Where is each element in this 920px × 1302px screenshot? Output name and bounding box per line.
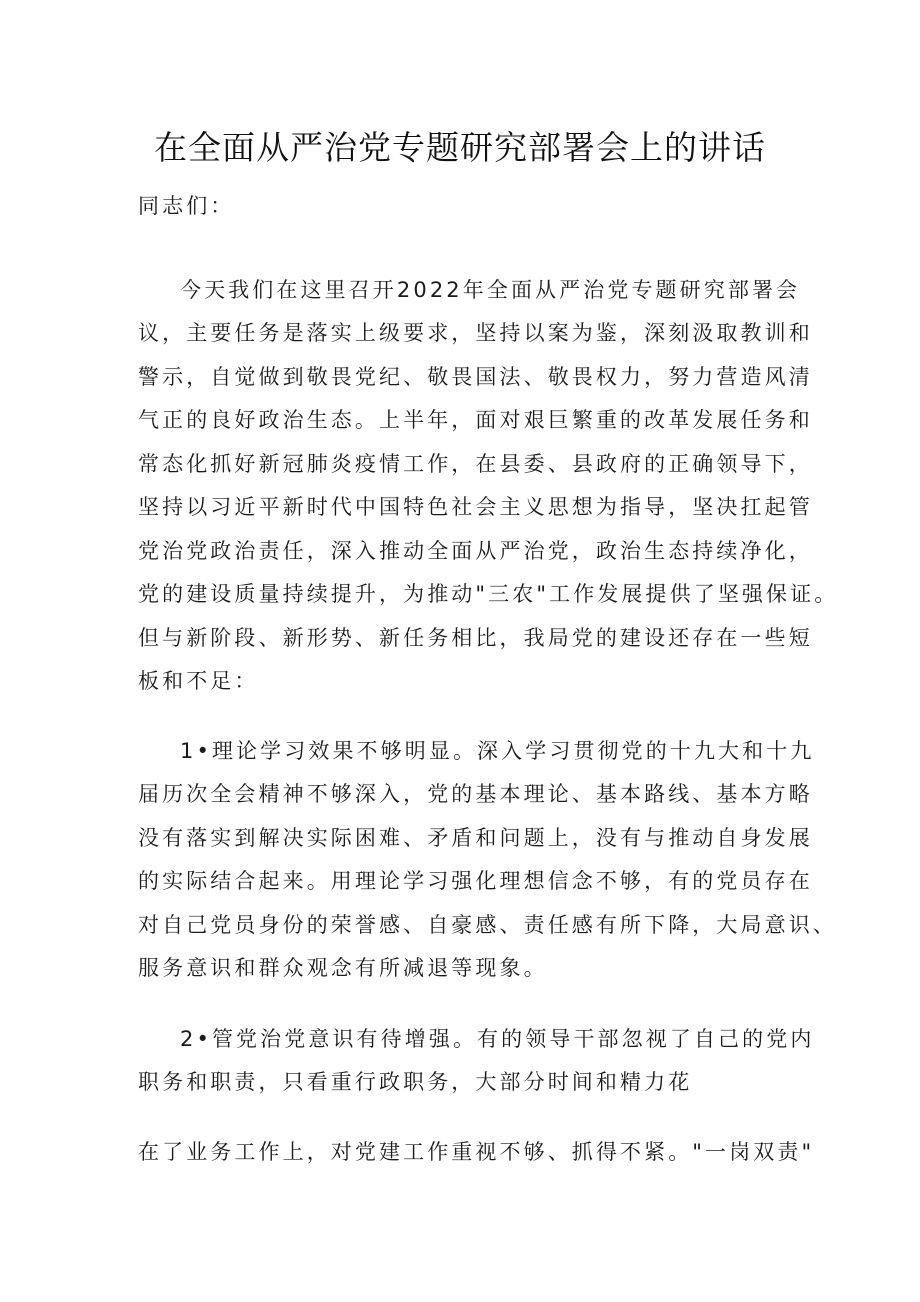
paragraph-1-line: 常态化抓好新冠肺炎疫情工作，在县委、县政府的正确领导下， [138,452,813,476]
paragraph-4-line: 在了业务工作上，对党建工作重视不够、抓得不紧。"一岗双责" [138,1140,815,1164]
paragraph-3-line: 2•管党治党意识有待增强。有的领导干部忽视了自己的党内 [180,1027,815,1051]
document-title: 在全面从严治党专题研究部署会上的讲话 [154,128,766,167]
paragraph-2-line: 届历次全会精神不够深入，党的基本理论、基本路线、基本方略 [138,782,813,806]
paragraph-2-line: 对自己党员身份的荣誉感、自豪感、责任感有所下降，大局意识、 [138,913,837,937]
paragraph-1-line: 气正的良好政治生态。上半年，面对艰巨繁重的改革发展任务和 [138,408,813,432]
paragraph-1-line: 警示，自觉做到敬畏党纪、敬畏国法、敬畏权力，努力营造风清 [138,365,813,389]
paragraph-2-line: 1•理论学习效果不够明显。深入学习贯彻党的十九大和十九 [180,739,815,763]
paragraph-1-line: 党的建设质量持续提升，为推动"三农"工作发展提供了坚强保证。 [138,582,839,606]
paragraph-2-line: 没有落实到解决实际困难、矛盾和问题上，没有与推动自身发展 [138,826,813,850]
paragraph-3-line: 职务和职责，只看重行政职务，大部分时间和精力花 [138,1070,693,1094]
salutation: 同志们： [138,194,235,218]
paragraph-1-line: 板和不足： [138,669,259,693]
paragraph-2-line: 服务意识和群众观念有所减退等现象。 [138,956,548,980]
paragraph-1-line: 党治党政治责任，深入推动全面从严治党，政治生态持续净化， [138,539,813,563]
paragraph-1-line: 议，主要任务是落实上级要求，坚持以案为鉴，深刻汲取教训和 [138,321,813,345]
paragraph-2-line: 的实际结合起来。用理论学习强化理想信念不够，有的党员存在 [138,869,813,893]
paragraph-1-line: 坚持以习近平新时代中国特色社会主义思想为指导，坚决扛起管 [138,495,813,519]
paragraph-1-line: 今天我们在这里召开2022年全面从严治党专题研究部署会 [180,278,801,302]
paragraph-1-line: 但与新阶段、新形势、新任务相比，我局党的建设还存在一些短 [138,626,813,650]
